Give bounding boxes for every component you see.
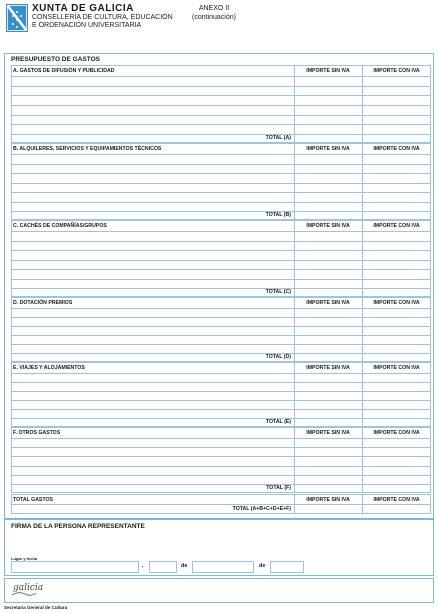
amount-cell-without-vat[interactable]: [294, 86, 362, 96]
amount-cell-with-vat[interactable]: [362, 95, 431, 105]
amount-cell-without-vat[interactable]: [294, 456, 362, 465]
amount-cell-without-vat[interactable]: [294, 475, 362, 484]
amount-cell-with-vat[interactable]: [362, 344, 431, 353]
amount-cell-without-vat[interactable]: [294, 231, 362, 241]
column-header-with-vat: IMPORTE CON IVA: [373, 365, 420, 371]
amount-cell-without-vat[interactable]: [294, 308, 362, 317]
budget-section: [11, 65, 431, 143]
amount-cell-without-vat[interactable]: [294, 154, 362, 164]
grand-total-header-without-vat: IMPORTE SIN IVA: [306, 497, 350, 503]
amount-cell-without-vat[interactable]: [294, 164, 362, 174]
amount-cell-without-vat[interactable]: [294, 447, 362, 456]
amount-cell-without-vat[interactable]: [294, 95, 362, 105]
section-total-label: TOTAL (C): [265, 289, 291, 295]
column-header-without-vat: IMPORTE SIN IVA: [306, 146, 350, 152]
amount-cell-with-vat[interactable]: [362, 400, 431, 409]
amount-cell-with-vat[interactable]: [362, 308, 431, 317]
org-line-2: E ORDENACIÓN UNIVERSITARIA: [32, 22, 142, 29]
column-divider-1: [294, 362, 295, 427]
section-total-label: TOTAL (D): [265, 354, 291, 360]
amount-cell-with-vat[interactable]: [362, 154, 431, 164]
column-header-without-vat: IMPORTE SIN IVA: [306, 430, 350, 436]
amount-cell-with-vat[interactable]: [362, 202, 431, 212]
signature-area: [4, 578, 434, 603]
amount-cell-without-vat[interactable]: [294, 76, 362, 86]
amount-cell-without-vat[interactable]: [294, 250, 362, 260]
amount-cell-with-vat[interactable]: [362, 76, 431, 86]
amount-cell-without-vat[interactable]: [294, 124, 362, 134]
table-row-line: [11, 353, 431, 354]
table-row-line: [11, 134, 431, 135]
galicia-swash-icon: [11, 591, 37, 597]
budget-title: PRESUPUESTO DE GASTOS: [11, 56, 100, 63]
amount-cell-without-vat[interactable]: [294, 260, 362, 270]
amount-cell-without-vat[interactable]: [294, 391, 362, 400]
place-date-label: Lugar y fecha: [11, 556, 38, 561]
amount-cell-with-vat[interactable]: [362, 231, 431, 241]
annex-subtitle: (continuación): [192, 14, 236, 21]
amount-cell-with-vat[interactable]: [362, 382, 431, 391]
section-label: C. CACHÉS DE COMPAÑÍAS/GRUPOS: [13, 223, 107, 229]
org-line-1: CONSELLERÍA DE CULTURA, EDUCACIÓN: [32, 14, 173, 21]
comma-separator: ,: [142, 563, 144, 569]
amount-cell-without-vat[interactable]: [294, 202, 362, 212]
annex-title: ANEXO II: [198, 5, 230, 12]
column-header-with-vat: IMPORTE CON IVA: [373, 300, 420, 306]
amount-cell-with-vat[interactable]: [362, 335, 431, 344]
month-field[interactable]: [192, 561, 254, 573]
column-divider-1: [294, 143, 295, 220]
column-header-with-vat: IMPORTE CON IVA: [373, 146, 420, 152]
xunta-shield-icon: [6, 4, 28, 34]
column-divider-1: [294, 297, 295, 362]
amount-cell-with-vat[interactable]: [362, 105, 431, 115]
amount-cell-without-vat[interactable]: [294, 105, 362, 115]
amount-cell-without-vat[interactable]: [294, 344, 362, 353]
signature-panel: [4, 519, 434, 576]
column-divider-2: [362, 427, 363, 493]
amount-cell-without-vat[interactable]: [294, 183, 362, 193]
amount-cell-without-vat[interactable]: [294, 409, 362, 418]
grand-total-section: [11, 494, 431, 514]
amount-cell-with-vat[interactable]: [362, 409, 431, 418]
de-separator-2: de: [259, 563, 266, 569]
amount-cell-with-vat[interactable]: [362, 466, 431, 475]
column-divider-2: [362, 297, 363, 362]
budget-section: [11, 362, 431, 427]
amount-cell-with-vat[interactable]: [362, 317, 431, 326]
column-divider-2: [362, 143, 363, 220]
signature-title: FIRMA DE LA PERSONA REPRESENTANTE: [11, 523, 145, 530]
amount-cell-with-vat[interactable]: [362, 391, 431, 400]
amount-cell-without-vat[interactable]: [294, 192, 362, 202]
day-field[interactable]: [149, 561, 177, 573]
amount-cell-with-vat[interactable]: [362, 164, 431, 174]
section-label: D. DOTACIÓN PREMIOS: [13, 300, 73, 306]
amount-cell-without-vat[interactable]: [294, 326, 362, 335]
section-total-label: TOTAL (F): [266, 485, 291, 491]
de-separator-1: de: [181, 563, 188, 569]
amount-cell-without-vat[interactable]: [294, 382, 362, 391]
document-header: [4, 2, 434, 40]
grand-total-cell[interactable]: [362, 504, 431, 514]
amount-cell-with-vat[interactable]: [362, 192, 431, 202]
galicia-logo: galicia: [13, 583, 44, 593]
amount-cell-without-vat[interactable]: [294, 400, 362, 409]
amount-cell-without-vat[interactable]: [294, 173, 362, 183]
grand-total-header-with-vat: IMPORTE CON IVA: [373, 497, 420, 503]
amount-cell-with-vat[interactable]: [362, 250, 431, 260]
amount-cell-without-vat[interactable]: [294, 269, 362, 279]
column-header-with-vat: IMPORTE CON IVA: [373, 223, 420, 229]
footer-text: Secretaría General de Cultura: [4, 605, 68, 610]
annex-label: [192, 4, 236, 22]
amount-cell-with-vat[interactable]: [362, 183, 431, 193]
column-header-without-vat: IMPORTE SIN IVA: [306, 365, 350, 371]
grand-total-label: TOTAL GASTOS: [13, 497, 53, 503]
table-row-line: [11, 211, 431, 212]
column-header-with-vat: IMPORTE CON IVA: [373, 68, 420, 74]
section-label: F. OTROS GASTOS: [13, 430, 61, 436]
budget-panel: [4, 53, 434, 519]
organization-block: [32, 3, 173, 30]
amount-cell-without-vat[interactable]: [294, 373, 362, 382]
org-name: XUNTA DE GALICIA: [32, 3, 134, 14]
amount-cell-without-vat[interactable]: [294, 438, 362, 447]
column-divider-2: [362, 220, 363, 297]
budget-section: [11, 427, 431, 493]
amount-cell-without-vat[interactable]: [294, 466, 362, 475]
amount-cell-with-vat[interactable]: [362, 86, 431, 96]
amount-cell-with-vat[interactable]: [362, 173, 431, 183]
column-divider-1: [294, 65, 295, 143]
section-label: B. ALQUILERES, SERVICIOS Y EQUIPAMIENTOS TÉCNICOS: [13, 146, 162, 152]
column-divider-1: [294, 220, 295, 297]
amount-cell-without-vat[interactable]: [294, 279, 362, 289]
amount-cell-with-vat[interactable]: [362, 269, 431, 279]
grand-total-formula: TOTAL (A+B+C+D+E+F): [232, 506, 291, 512]
amount-cell-with-vat[interactable]: [362, 279, 431, 289]
section-total-label: TOTAL (E): [265, 419, 291, 425]
amount-cell-with-vat[interactable]: [362, 373, 431, 382]
amount-cell-with-vat[interactable]: [362, 326, 431, 335]
section-total-label: TOTAL (A): [265, 135, 291, 141]
section-label: E. VIAJES Y ALOJAMIENTOS: [13, 365, 85, 371]
budget-section: [11, 297, 431, 362]
amount-cell-with-vat[interactable]: [362, 438, 431, 447]
table-row-line: [11, 288, 431, 289]
amount-cell-with-vat[interactable]: [362, 241, 431, 251]
amount-cell-with-vat[interactable]: [362, 115, 431, 125]
amount-cell-with-vat[interactable]: [362, 475, 431, 484]
column-divider-2: [362, 65, 363, 143]
amount-cell-without-vat[interactable]: [294, 241, 362, 251]
amount-cell-with-vat[interactable]: [362, 447, 431, 456]
column-header-without-vat: IMPORTE SIN IVA: [306, 68, 350, 74]
amount-cell-with-vat[interactable]: [362, 124, 431, 134]
table-row-line: [11, 418, 431, 419]
budget-section: [11, 143, 431, 220]
amount-cell-with-vat[interactable]: [362, 456, 431, 465]
budget-section: [11, 220, 431, 297]
column-header-without-vat: IMPORTE SIN IVA: [306, 223, 350, 229]
section-label: A. GASTOS DE DIFUSIÓN Y PUBLICIDAD: [13, 68, 115, 74]
column-divider-2: [362, 362, 363, 427]
amount-cell-with-vat[interactable]: [362, 260, 431, 270]
column-divider-1: [294, 427, 295, 493]
table-row-line: [11, 484, 431, 485]
amount-cell-without-vat[interactable]: [294, 317, 362, 326]
amount-cell-without-vat[interactable]: [294, 335, 362, 344]
grand-total-cell[interactable]: [294, 504, 362, 514]
year-field[interactable]: [270, 561, 304, 573]
column-header-with-vat: IMPORTE CON IVA: [373, 430, 420, 436]
place-field[interactable]: [11, 561, 139, 573]
amount-cell-without-vat[interactable]: [294, 115, 362, 125]
column-header-without-vat: IMPORTE SIN IVA: [306, 300, 350, 306]
section-total-label: TOTAL (B): [265, 212, 291, 218]
